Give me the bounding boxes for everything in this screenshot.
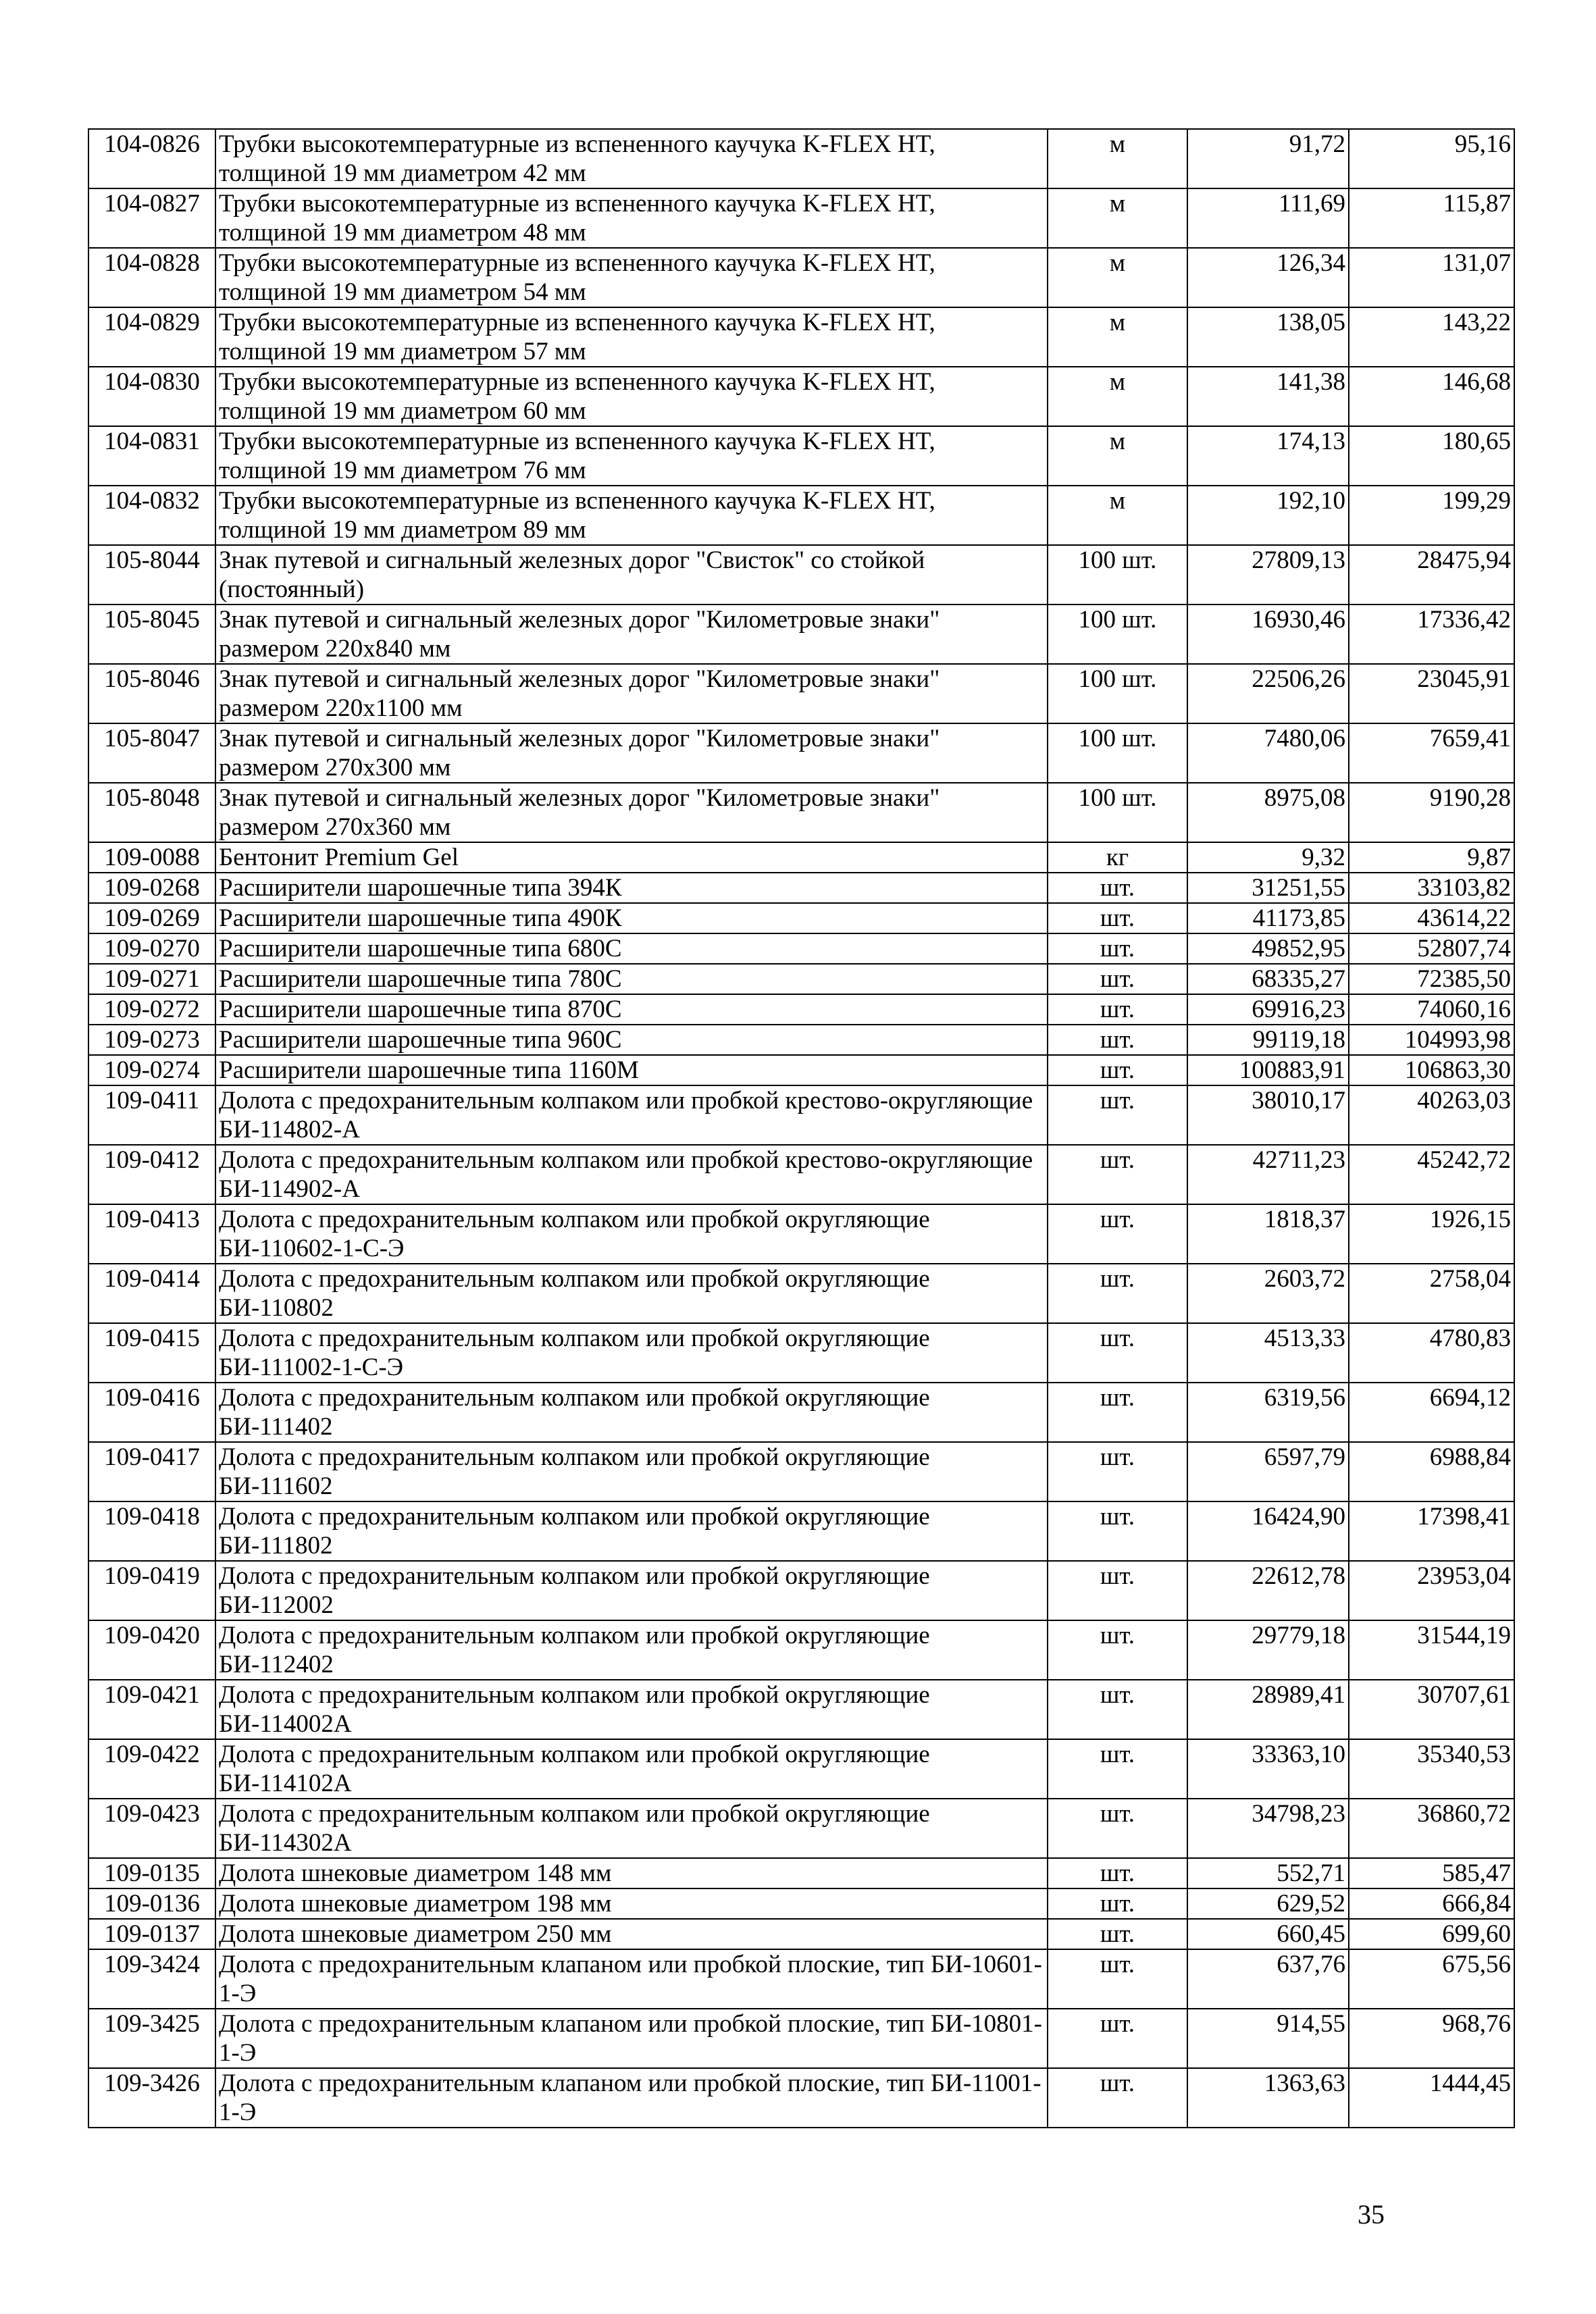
unit-cell: м	[1048, 129, 1187, 188]
price-2-cell: 143,22	[1349, 307, 1514, 367]
resource-name-cell: Долота с предохранительным клапаном или пробкой плоские, тип БИ-10601-1-Э	[215, 1949, 1048, 2009]
price-1-cell: 660,45	[1187, 1919, 1349, 1949]
unit-cell: шт.	[1048, 964, 1187, 994]
resource-name-cell: Долота с предохранительным клапаном или пробкой плоские, тип БИ-10801-1-Э	[215, 2009, 1048, 2068]
price-2-cell: 95,16	[1349, 129, 1514, 188]
resource-code-cell: 109-0088	[88, 842, 215, 873]
resource-name-cell: Расширители шарошечные типа 394К	[215, 873, 1048, 903]
unit-cell: шт.	[1048, 873, 1187, 903]
price-1-cell: 4513,33	[1187, 1323, 1349, 1383]
price-2-cell: 43614,22	[1349, 903, 1514, 933]
price-1-cell: 629,52	[1187, 1888, 1349, 1919]
table-row	[88, 605, 1514, 664]
resource-code-cell: 109-3425	[88, 2009, 215, 2068]
table-row	[88, 1561, 1514, 1620]
price-2-cell: 146,68	[1349, 367, 1514, 426]
table-row	[88, 1264, 1514, 1323]
table-row	[88, 1680, 1514, 1739]
resource-name-cell: Долота с предохранительным колпаком или пробкой округляющие БИ-112402	[215, 1620, 1048, 1680]
unit-cell: шт.	[1048, 903, 1187, 933]
unit-cell: шт.	[1048, 1501, 1187, 1561]
resource-name-cell: Долота с предохранительным колпаком или пробкой округляющие БИ-111802	[215, 1501, 1048, 1561]
unit-cell: шт.	[1048, 1055, 1187, 1085]
resource-code-cell: 109-0412	[88, 1145, 215, 1204]
resource-name-cell: Долота с предохранительным колпаком или пробкой округляющие БИ-111602	[215, 1442, 1048, 1501]
unit-cell: шт.	[1048, 1888, 1187, 1919]
price-2-cell: 45242,72	[1349, 1145, 1514, 1204]
price-1-cell: 7480,06	[1187, 723, 1349, 783]
resource-name-cell: Трубки высокотемпературные из вспененного каучука K-FLEX HT, толщиной 19 мм диаметром 57 мм	[215, 307, 1048, 367]
resource-code-cell: 109-0422	[88, 1739, 215, 1799]
resource-code-cell: 109-0273	[88, 1025, 215, 1055]
price-2-cell: 115,87	[1349, 188, 1514, 248]
price-1-cell: 41173,85	[1187, 903, 1349, 933]
unit-cell: 100 шт.	[1048, 783, 1187, 842]
table-row	[88, 307, 1514, 367]
resource-code-cell: 105-8048	[88, 783, 215, 842]
table-row	[88, 873, 1514, 903]
resource-name-cell: Трубки высокотемпературные из вспененного каучука K-FLEX HT, толщиной 19 мм диаметром 54 мм	[215, 248, 1048, 307]
price-1-cell: 16424,90	[1187, 1501, 1349, 1561]
unit-cell: шт.	[1048, 1561, 1187, 1620]
unit-cell: 100 шт.	[1048, 545, 1187, 605]
price-2-cell: 180,65	[1349, 426, 1514, 486]
unit-cell: шт.	[1048, 1264, 1187, 1323]
price-1-cell: 174,13	[1187, 426, 1349, 486]
price-2-cell: 74060,16	[1349, 994, 1514, 1025]
price-1-cell: 42711,23	[1187, 1145, 1349, 1204]
resource-code-cell: 109-0137	[88, 1919, 215, 1949]
unit-cell: шт.	[1048, 1085, 1187, 1145]
price-2-cell: 968,76	[1349, 2009, 1514, 2068]
table-row	[88, 994, 1514, 1025]
resource-name-cell: Расширители шарошечные типа 780С	[215, 964, 1048, 994]
price-1-cell: 22506,26	[1187, 664, 1349, 723]
unit-cell: шт.	[1048, 1739, 1187, 1799]
table-row	[88, 783, 1514, 842]
price-1-cell: 1818,37	[1187, 1204, 1349, 1264]
resource-name-cell: Трубки высокотемпературные из вспененного каучука K-FLEX HT, толщиной 19 мм диаметром 42 мм	[215, 129, 1048, 188]
price-1-cell: 33363,10	[1187, 1739, 1349, 1799]
resource-code-cell: 109-0416	[88, 1383, 215, 1442]
price-table	[88, 128, 1515, 2128]
table-row	[88, 1442, 1514, 1501]
price-1-cell: 126,34	[1187, 248, 1349, 307]
unit-cell: 100 шт.	[1048, 723, 1187, 783]
price-2-cell: 6694,12	[1349, 1383, 1514, 1442]
table-row	[88, 933, 1514, 964]
unit-cell: м	[1048, 248, 1187, 307]
unit-cell: шт.	[1048, 1949, 1187, 2009]
table-row	[88, 1799, 1514, 1858]
resource-name-cell: Долота с предохранительным колпаком или пробкой округляющие БИ-114102А	[215, 1739, 1048, 1799]
unit-cell: 100 шт.	[1048, 605, 1187, 664]
unit-cell: шт.	[1048, 2009, 1187, 2068]
resource-code-cell: 109-0419	[88, 1561, 215, 1620]
unit-cell: шт.	[1048, 1383, 1187, 1442]
price-2-cell: 31544,19	[1349, 1620, 1514, 1680]
price-2-cell: 4780,83	[1349, 1323, 1514, 1383]
resource-name-cell: Долота с предохранительным колпаком или пробкой округляющие БИ-114002А	[215, 1680, 1048, 1739]
price-2-cell: 33103,82	[1349, 873, 1514, 903]
resource-code-cell: 104-0828	[88, 248, 215, 307]
resource-code-cell: 109-0136	[88, 1888, 215, 1919]
resource-name-cell: Долота с предохранительным клапаном или пробкой плоские, тип БИ-11001-1-Э	[215, 2068, 1048, 2128]
resource-code-cell: 109-0272	[88, 994, 215, 1025]
price-1-cell: 31251,55	[1187, 873, 1349, 903]
price-2-cell: 23953,04	[1349, 1561, 1514, 1620]
price-1-cell: 552,71	[1187, 1858, 1349, 1888]
resource-code-cell: 104-0827	[88, 188, 215, 248]
table-row	[88, 1323, 1514, 1383]
table-row	[88, 842, 1514, 873]
price-1-cell: 111,69	[1187, 188, 1349, 248]
resource-name-cell: Долота с предохранительным колпаком или пробкой округляющие БИ-110802	[215, 1264, 1048, 1323]
resource-name-cell: Знак путевой и сигнальный железных дорог "Километровые знаки" размером 220х840 мм	[215, 605, 1048, 664]
resource-code-cell: 104-0826	[88, 129, 215, 188]
resource-name-cell: Расширители шарошечные типа 870С	[215, 994, 1048, 1025]
resource-code-cell: 109-0135	[88, 1858, 215, 1888]
unit-cell: м	[1048, 188, 1187, 248]
price-2-cell: 131,07	[1349, 248, 1514, 307]
resource-code-cell: 109-0417	[88, 1442, 215, 1501]
resource-name-cell: Долота с предохранительным колпаком или пробкой округляющие БИ-111402	[215, 1383, 1048, 1442]
resource-code-cell: 105-8046	[88, 664, 215, 723]
table-row	[88, 1620, 1514, 1680]
table-row	[88, 1858, 1514, 1888]
unit-cell: шт.	[1048, 1858, 1187, 1888]
table-row	[88, 1145, 1514, 1204]
unit-cell: шт.	[1048, 1442, 1187, 1501]
unit-cell: шт.	[1048, 1323, 1187, 1383]
table-row	[88, 426, 1514, 486]
table-row	[88, 1919, 1514, 1949]
resource-name-cell: Расширители шарошечные типа 1160М	[215, 1055, 1048, 1085]
resource-code-cell: 109-0274	[88, 1055, 215, 1085]
price-2-cell: 6988,84	[1349, 1442, 1514, 1501]
resource-code-cell: 109-0420	[88, 1620, 215, 1680]
price-1-cell: 6597,79	[1187, 1442, 1349, 1501]
resource-name-cell: Трубки высокотемпературные из вспененного каучука K-FLEX HT, толщиной 19 мм диаметром 89 мм	[215, 486, 1048, 545]
price-2-cell: 585,47	[1349, 1858, 1514, 1888]
price-1-cell: 141,38	[1187, 367, 1349, 426]
price-1-cell: 27809,13	[1187, 545, 1349, 605]
price-2-cell: 1926,15	[1349, 1204, 1514, 1264]
table-row	[88, 188, 1514, 248]
resource-code-cell: 109-0418	[88, 1501, 215, 1561]
resource-code-cell: 104-0832	[88, 486, 215, 545]
table-row	[88, 545, 1514, 605]
price-2-cell: 2758,04	[1349, 1264, 1514, 1323]
price-2-cell: 675,56	[1349, 1949, 1514, 2009]
table-row	[88, 1739, 1514, 1799]
price-1-cell: 91,72	[1187, 129, 1349, 188]
resource-name-cell: Долота с предохранительным колпаком или пробкой крестово-округляющие БИ-114802-А	[215, 1085, 1048, 1145]
price-1-cell: 192,10	[1187, 486, 1349, 545]
price-1-cell: 49852,95	[1187, 933, 1349, 964]
table-row	[88, 1085, 1514, 1145]
price-2-cell: 36860,72	[1349, 1799, 1514, 1858]
resource-code-cell: 104-0829	[88, 307, 215, 367]
price-2-cell: 17398,41	[1349, 1501, 1514, 1561]
price-2-cell: 35340,53	[1349, 1739, 1514, 1799]
table-row	[88, 1055, 1514, 1085]
table-row	[88, 1949, 1514, 2009]
table-row	[88, 248, 1514, 307]
table-row	[88, 129, 1514, 188]
price-2-cell: 9,87	[1349, 842, 1514, 873]
price-2-cell: 30707,61	[1349, 1680, 1514, 1739]
resource-code-cell: 109-3426	[88, 2068, 215, 2128]
resource-name-cell: Долота с предохранительным колпаком или пробкой округляющие БИ-110602-1-С-Э	[215, 1204, 1048, 1264]
price-1-cell: 8975,08	[1187, 783, 1349, 842]
price-2-cell: 199,29	[1349, 486, 1514, 545]
unit-cell: м	[1048, 486, 1187, 545]
price-table-body	[88, 129, 1514, 2128]
resource-name-cell: Трубки высокотемпературные из вспененного каучука K-FLEX HT, толщиной 19 мм диаметром 60 мм	[215, 367, 1048, 426]
price-2-cell: 72385,50	[1349, 964, 1514, 994]
resource-name-cell: Долота шнековые диаметром 198 мм	[215, 1888, 1048, 1919]
price-2-cell: 28475,94	[1349, 545, 1514, 605]
unit-cell: шт.	[1048, 933, 1187, 964]
price-1-cell: 138,05	[1187, 307, 1349, 367]
unit-cell: м	[1048, 426, 1187, 486]
resource-code-cell: 109-0269	[88, 903, 215, 933]
table-row	[88, 1204, 1514, 1264]
resource-code-cell: 104-0831	[88, 426, 215, 486]
table-row	[88, 1025, 1514, 1055]
price-1-cell: 914,55	[1187, 2009, 1349, 2068]
unit-cell: шт.	[1048, 1620, 1187, 1680]
resource-name-cell: Знак путевой и сигнальный железных дорог "Километровые знаки" размером 220х1100 мм	[215, 664, 1048, 723]
price-table-container	[88, 128, 1510, 2128]
table-row	[88, 1501, 1514, 1561]
unit-cell: шт.	[1048, 1680, 1187, 1739]
table-row	[88, 2068, 1514, 2128]
resource-name-cell: Долота шнековые диаметром 148 мм	[215, 1858, 1048, 1888]
resource-name-cell: Долота с предохранительным колпаком или пробкой округляющие БИ-112002	[215, 1561, 1048, 1620]
table-row	[88, 1383, 1514, 1442]
price-2-cell: 1444,45	[1349, 2068, 1514, 2128]
page-number: 35	[1358, 2199, 1385, 2230]
price-2-cell: 699,60	[1349, 1919, 1514, 1949]
unit-cell: шт.	[1048, 994, 1187, 1025]
price-1-cell: 29779,18	[1187, 1620, 1349, 1680]
price-1-cell: 69916,23	[1187, 994, 1349, 1025]
unit-cell: шт.	[1048, 1204, 1187, 1264]
table-row	[88, 367, 1514, 426]
resource-code-cell: 109-0411	[88, 1085, 215, 1145]
price-1-cell: 16930,46	[1187, 605, 1349, 664]
price-1-cell: 637,76	[1187, 1949, 1349, 2009]
unit-cell: шт.	[1048, 2068, 1187, 2128]
resource-code-cell: 104-0830	[88, 367, 215, 426]
price-1-cell: 1363,63	[1187, 2068, 1349, 2128]
resource-code-cell: 109-3424	[88, 1949, 215, 2009]
price-1-cell: 6319,56	[1187, 1383, 1349, 1442]
resource-code-cell: 109-0413	[88, 1204, 215, 1264]
resource-name-cell: Знак путевой и сигнальный железных дорог "Свисток" со стойкой (постоянный)	[215, 545, 1048, 605]
table-row	[88, 723, 1514, 783]
price-1-cell: 9,32	[1187, 842, 1349, 873]
price-1-cell: 28989,41	[1187, 1680, 1349, 1739]
resource-name-cell: Расширители шарошечные типа 960С	[215, 1025, 1048, 1055]
unit-cell: шт.	[1048, 1145, 1187, 1204]
price-2-cell: 23045,91	[1349, 664, 1514, 723]
resource-name-cell: Расширители шарошечные типа 490К	[215, 903, 1048, 933]
unit-cell: шт.	[1048, 1025, 1187, 1055]
resource-code-cell: 109-0423	[88, 1799, 215, 1858]
unit-cell: кг	[1048, 842, 1187, 873]
resource-name-cell: Расширители шарошечные типа 680С	[215, 933, 1048, 964]
price-2-cell: 52807,74	[1349, 933, 1514, 964]
resource-code-cell: 105-8047	[88, 723, 215, 783]
resource-code-cell: 109-0271	[88, 964, 215, 994]
resource-name-cell: Трубки высокотемпературные из вспененного каучука K-FLEX HT, толщиной 19 мм диаметром 76 мм	[215, 426, 1048, 486]
price-2-cell: 104993,98	[1349, 1025, 1514, 1055]
table-row	[88, 664, 1514, 723]
price-2-cell: 40263,03	[1349, 1085, 1514, 1145]
unit-cell: шт.	[1048, 1799, 1187, 1858]
resource-name-cell: Долота с предохранительным колпаком или пробкой округляющие БИ-114302А	[215, 1799, 1048, 1858]
resource-code-cell: 109-0270	[88, 933, 215, 964]
table-row	[88, 903, 1514, 933]
unit-cell: 100 шт.	[1048, 664, 1187, 723]
resource-name-cell: Долота с предохранительным колпаком или пробкой округляющие БИ-111002-1-С-Э	[215, 1323, 1048, 1383]
price-1-cell: 2603,72	[1187, 1264, 1349, 1323]
table-row	[88, 964, 1514, 994]
price-2-cell: 17336,42	[1349, 605, 1514, 664]
resource-name-cell: Знак путевой и сигнальный железных дорог "Километровые знаки" размером 270х360 мм	[215, 783, 1048, 842]
price-1-cell: 68335,27	[1187, 964, 1349, 994]
table-row	[88, 486, 1514, 545]
table-row	[88, 2009, 1514, 2068]
table-row	[88, 1888, 1514, 1919]
resource-code-cell: 109-0268	[88, 873, 215, 903]
price-1-cell: 100883,91	[1187, 1055, 1349, 1085]
unit-cell: м	[1048, 307, 1187, 367]
resource-name-cell: Знак путевой и сигнальный железных дорог "Километровые знаки" размером 270х300 мм	[215, 723, 1048, 783]
price-2-cell: 7659,41	[1349, 723, 1514, 783]
price-1-cell: 38010,17	[1187, 1085, 1349, 1145]
resource-code-cell: 105-8044	[88, 545, 215, 605]
price-1-cell: 99119,18	[1187, 1025, 1349, 1055]
resource-name-cell: Долота шнековые диаметром 250 мм	[215, 1919, 1048, 1949]
resource-name-cell: Трубки высокотемпературные из вспененного каучука K-FLEX HT, толщиной 19 мм диаметром 48 мм	[215, 188, 1048, 248]
resource-name-cell: Долота с предохранительным колпаком или пробкой крестово-округляющие БИ-114902-А	[215, 1145, 1048, 1204]
resource-code-cell: 109-0421	[88, 1680, 215, 1739]
resource-name-cell: Бентонит Premium Gel	[215, 842, 1048, 873]
unit-cell: м	[1048, 367, 1187, 426]
price-2-cell: 666,84	[1349, 1888, 1514, 1919]
unit-cell: шт.	[1048, 1919, 1187, 1949]
resource-code-cell: 109-0415	[88, 1323, 215, 1383]
resource-code-cell: 109-0414	[88, 1264, 215, 1323]
price-2-cell: 106863,30	[1349, 1055, 1514, 1085]
price-1-cell: 22612,78	[1187, 1561, 1349, 1620]
price-2-cell: 9190,28	[1349, 783, 1514, 842]
price-1-cell: 34798,23	[1187, 1799, 1349, 1858]
resource-code-cell: 105-8045	[88, 605, 215, 664]
